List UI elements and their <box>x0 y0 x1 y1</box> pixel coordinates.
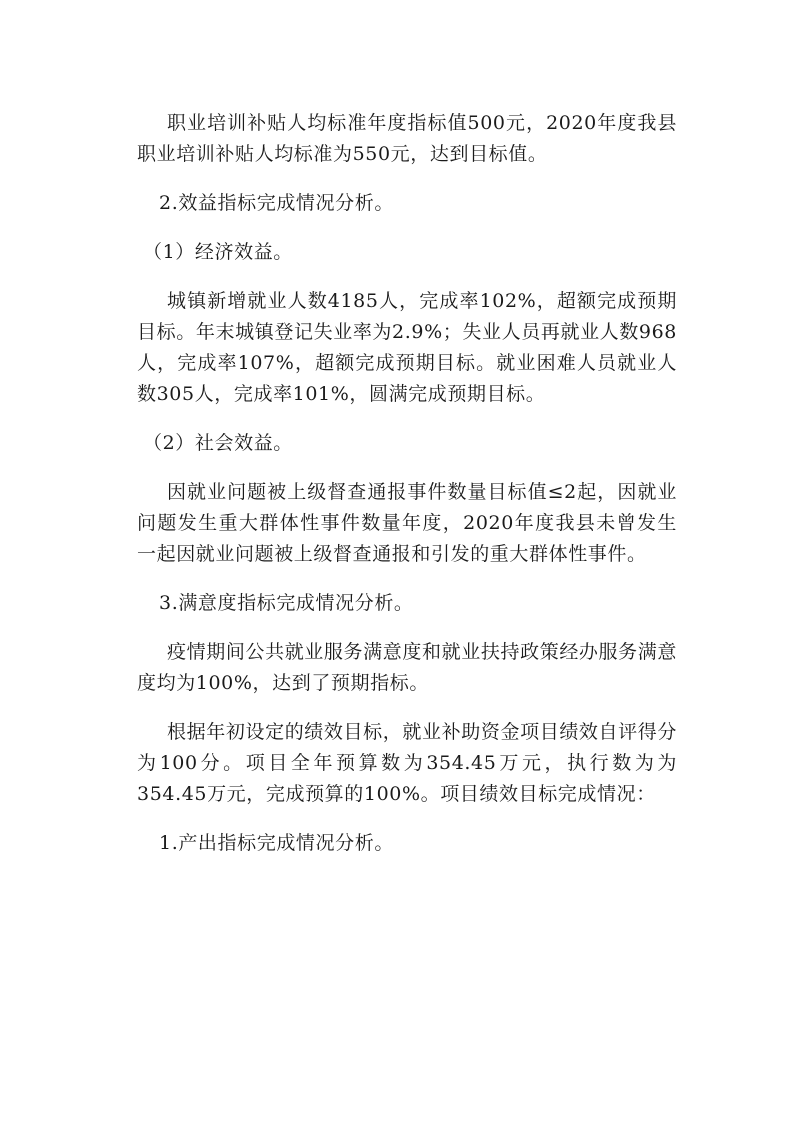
paragraph-employment-figures: 城镇新增就业人数4185人，完成率102%，超额完成预期目标。年末城镇登记失业率为2.9%；失业人员再就业人数968人，完成率107%，超额完成预期目标。就业困难人员就业人数305人，完成率101%，圆满完成预期目标。 <box>137 290 677 405</box>
paragraph-training-subsidy: 职业培训补贴人均标准年度指标值500元，2020年度我县职业培训补贴人均标准为550元，达到目标值。 <box>137 112 677 165</box>
document-body <box>137 108 677 877</box>
heading-social-benefit: （2）社会效益。 <box>143 432 293 454</box>
heading-benefit-indicators: 2.效益指标完成情况分析。 <box>159 192 394 214</box>
paragraph-social-events: 因就业问题被上级督查通报事件数量目标值≤2起，因就业问题发生重大群体性事件数量年度，2020年度我县未曾发生一起因就业问题被上级督查通报和引发的重大群体性事件。 <box>137 481 677 565</box>
heading-economic-benefit: （1）经济效益。 <box>143 241 293 263</box>
paragraph-satisfaction: 疫情期间公共就业服务满意度和就业扶持政策经办服务满意度均为100%，达到了预期指标。 <box>137 641 677 694</box>
heading-satisfaction-indicators: 3.满意度指标完成情况分析。 <box>159 592 414 614</box>
paragraph-self-evaluation: 根据年初设定的绩效目标，就业补助资金项目绩效自评得分为100分。项目全年预算数为354.45万元，执行数为为354.45万元，完成预算的100%。项目绩效目标完成情况： <box>137 721 677 805</box>
heading-output-indicators: 1.产出指标完成情况分析。 <box>159 832 394 854</box>
